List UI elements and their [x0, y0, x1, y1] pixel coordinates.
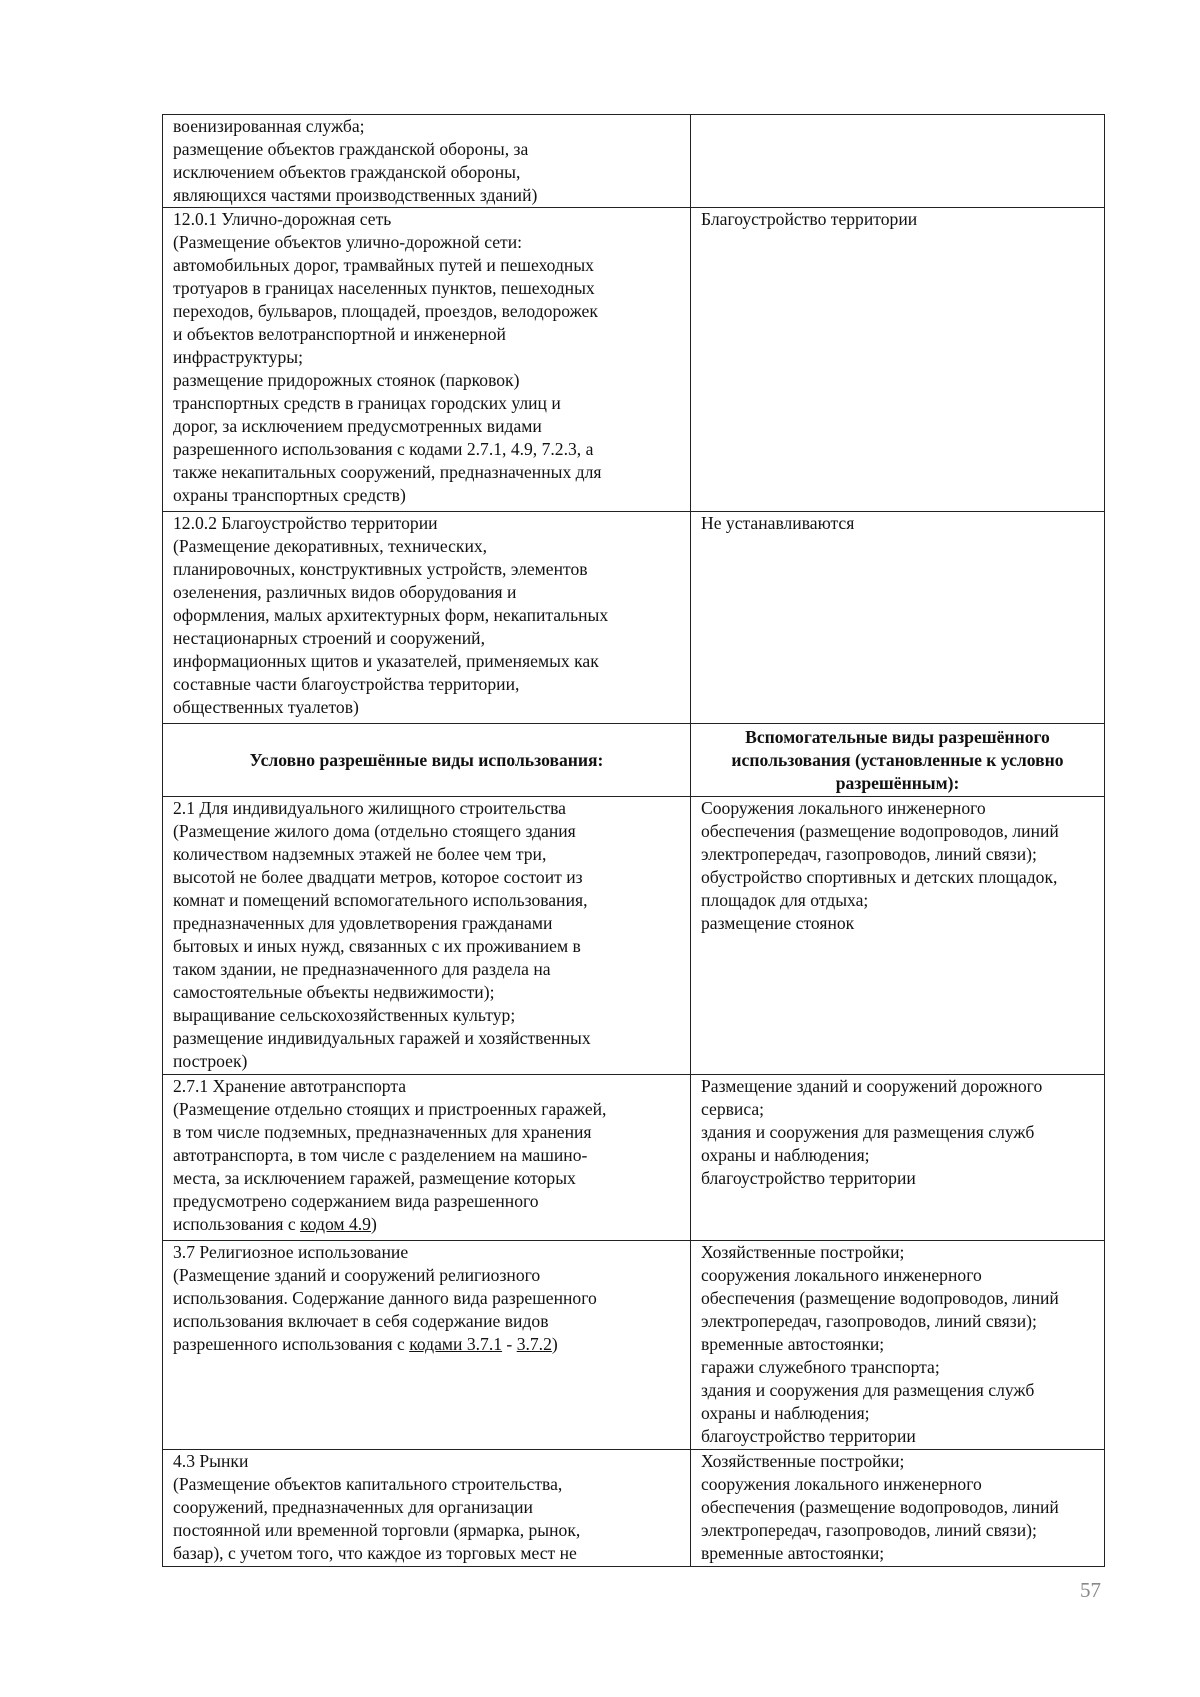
table-row: [163, 115, 1105, 208]
cell-line: сооружений, предназначенных для организации: [173, 1497, 533, 1517]
auxiliary-use-cell: [691, 797, 1105, 1075]
cell-line: обеспечения (размещение водопроводов, линий: [701, 821, 1059, 841]
cell-line: автотранспорта, в том числе с разделением на машино-: [173, 1145, 588, 1165]
cell-line: переходов, бульваров, площадей, проездов, велодорожек: [173, 301, 598, 321]
cell-line: выращивание сельскохозяйственных культур;: [173, 1005, 516, 1025]
cell-line: Хозяйственные постройки;: [701, 1451, 905, 1471]
cell-line: предусмотрено содержанием вида разрешенного: [173, 1191, 539, 1211]
permitted-use-cell: [163, 512, 691, 724]
heading-text: Вспомогательные виды разрешённого: [745, 726, 1050, 747]
cell-line: обеспечения (размещение водопроводов, линий: [701, 1497, 1059, 1517]
cell-line: сервиса;: [701, 1099, 765, 1119]
cell-line: Размещение зданий и сооружений дорожного: [701, 1076, 1043, 1096]
cell-line: Благоустройство территории: [701, 209, 918, 229]
cell-line: информационных щитов и указателей, применяемых как: [173, 651, 599, 671]
cell-line: сооружения локального инженерного: [701, 1474, 982, 1494]
auxiliary-use-cell: [691, 208, 1105, 512]
cell-line: (Размещение отдельно стоящих и пристроенных гаражей,: [173, 1099, 607, 1119]
code-link[interactable]: кодами 3.7.1: [409, 1334, 503, 1354]
cell-line: (Размещение декоративных, технических,: [173, 536, 488, 556]
table-row: [163, 1075, 1105, 1241]
cell-line: обустройство спортивных и детских площадок,: [701, 867, 1058, 887]
heading-text: разрешённым):: [835, 772, 960, 793]
cell-line: Хозяйственные постройки;: [701, 1242, 905, 1262]
auxiliary-use-cell: [691, 1075, 1105, 1241]
conditional-use-cell: [163, 1450, 691, 1567]
auxiliary-use-cell: [691, 115, 1105, 208]
cell-line: охраны и наблюдения;: [701, 1145, 870, 1165]
heading-text: Условно разрешённые виды использования:: [249, 749, 604, 770]
cell-line: предназначенных для удовлетворения гражданами: [173, 913, 553, 933]
cell-line: 2.7.1 Хранение автотранспорта: [173, 1076, 407, 1096]
line-text: ): [551, 1334, 558, 1354]
cell-line: постоянной или временной торговли (ярмарка, рынок,: [173, 1520, 581, 1540]
cell-line: нестационарных строений и сооружений,: [173, 628, 485, 648]
page-number: 57: [1080, 1578, 1101, 1602]
cell-line: [173, 1333, 684, 1356]
auxiliary-use-cell: [691, 1241, 1105, 1450]
cell-line: здания и сооружения для размещения служб: [701, 1122, 1035, 1142]
cell-line: временные автостоянки;: [701, 1543, 885, 1563]
zoning-table: [162, 114, 1105, 1567]
cell-line: также некапитальных сооружений, предназначенных для: [173, 462, 602, 482]
auxiliary-use-cell: [691, 1450, 1105, 1567]
code-link[interactable]: кодом 4.9: [300, 1214, 371, 1234]
cell-line: благоустройство территории: [701, 1168, 916, 1188]
line-text: разрешенного использования с: [173, 1334, 410, 1354]
cell-line: обеспечения (размещение водопроводов, линий: [701, 1288, 1059, 1308]
conditional-uses-heading: [163, 724, 691, 797]
cell-line: исключением объектов гражданской обороны,: [173, 162, 521, 182]
cell-line: 2.1 Для индивидуального жилищного строительства: [173, 798, 566, 818]
cell-line: использования включает в себя содержание видов: [173, 1311, 549, 1331]
cell-line: высотой не более двадцати метров, которое состоит из: [173, 867, 583, 887]
code-link[interactable]: 3.7.2: [516, 1334, 552, 1354]
cell-line: (Размещение зданий и сооружений религиозного: [173, 1265, 541, 1285]
cell-line: размещение индивидуальных гаражей и хозяйственных: [173, 1028, 591, 1048]
cell-line: электропередач, газопроводов, линий связи);: [701, 844, 1037, 864]
auxiliary-uses-heading: [691, 724, 1105, 797]
table-row: [163, 1241, 1105, 1450]
cell-line: автомобильных дорог, трамвайных путей и пешеходных: [173, 255, 594, 275]
cell-line: (Размещение жилого дома (отдельно стоящего здания: [173, 821, 576, 841]
cell-line: размещение придорожных стоянок (парковок): [173, 370, 520, 390]
cell-line: размещение стоянок: [701, 913, 855, 933]
cell-line: размещение объектов гражданской обороны, за: [173, 139, 529, 159]
cell-line: в том числе подземных, предназначенных для хранения: [173, 1122, 592, 1142]
cell-line: 12.0.1 Улично-дорожная сеть: [173, 209, 392, 229]
cell-line: 12.0.2 Благоустройство территории: [173, 513, 438, 533]
cell-line: самостоятельные объекты недвижимости);: [173, 982, 495, 1002]
cell-line: [173, 1213, 684, 1236]
cell-line: тротуаров в границах населенных пунктов, пешеходных: [173, 278, 595, 298]
cell-line: базар), с учетом того, что каждое из торговых мест не: [173, 1543, 577, 1563]
cell-line: сооружения локального инженерного: [701, 1265, 982, 1285]
cell-line: инфраструктуры;: [173, 347, 303, 367]
cell-line: оформления, малых архитектурных форм, некапитальных: [173, 605, 609, 625]
section-header-row: [163, 724, 1105, 797]
cell-line: охраны и наблюдения;: [701, 1403, 870, 1423]
cell-line: и объектов велотранспортной и инженерной: [173, 324, 506, 344]
permitted-use-cell: [163, 115, 691, 208]
cell-line: охраны транспортных средств): [173, 485, 406, 505]
cell-line: транспортных средств в границах городских улиц и: [173, 393, 561, 413]
table-row: [163, 208, 1105, 512]
permitted-use-cell: [163, 208, 691, 512]
heading-text: использования (установленные к условно: [731, 749, 1064, 770]
cell-line: (Размещение объектов улично-дорожной сети:: [173, 232, 523, 252]
cell-line: Не устанавливаются: [701, 513, 855, 533]
table-row: [163, 797, 1105, 1075]
cell-line: количеством надземных этажей не более чем три,: [173, 844, 547, 864]
auxiliary-use-cell: [691, 512, 1105, 724]
cell-line: комнат и помещений вспомогательного использования,: [173, 890, 588, 910]
cell-line: составные части благоустройства территории,: [173, 674, 520, 694]
cell-line: временные автостоянки;: [701, 1334, 885, 1354]
cell-line: площадок для отдыха;: [701, 890, 869, 910]
cell-line: Сооружения локального инженерного: [701, 798, 986, 818]
table-row: [163, 512, 1105, 724]
cell-line: электропередач, газопроводов, линий связи);: [701, 1520, 1037, 1540]
line-text: -: [502, 1334, 517, 1354]
cell-line: являющихся частями производственных зданий): [173, 185, 538, 205]
cell-line: разрешенного использования с кодами 2.7.1, 4.9, 7.2.3, а: [173, 439, 594, 459]
cell-line: построек): [173, 1051, 248, 1071]
conditional-use-cell: [163, 797, 691, 1075]
cell-line: (Размещение объектов капитального строительства,: [173, 1474, 563, 1494]
table-row: [163, 1450, 1105, 1567]
cell-line: бытовых и иных нужд, связанных с их проживанием в: [173, 936, 581, 956]
cell-line: благоустройство территории: [701, 1426, 916, 1446]
cell-line: дорог, за исключением предусмотренных видами: [173, 416, 542, 436]
cell-line: места, за исключением гаражей, размещение которых: [173, 1168, 576, 1188]
line-text: ): [370, 1214, 377, 1234]
line-text: использования с: [173, 1214, 301, 1234]
cell-line: использования. Содержание данного вида разрешенного: [173, 1288, 597, 1308]
conditional-use-cell: [163, 1241, 691, 1450]
cell-line: 4.3 Рынки: [173, 1451, 249, 1471]
cell-line: здания и сооружения для размещения служб: [701, 1380, 1035, 1400]
cell-line: общественных туалетов): [173, 697, 359, 717]
conditional-use-cell: [163, 1075, 691, 1241]
cell-line: электропередач, газопроводов, линий связи);: [701, 1311, 1037, 1331]
cell-line: военизированная служба;: [173, 116, 365, 136]
cell-line: таком здании, не предназначенного для раздела на: [173, 959, 551, 979]
cell-line: планировочных, конструктивных устройств, элементов: [173, 559, 588, 579]
cell-line: озеленения, различных видов оборудования и: [173, 582, 517, 602]
cell-line: гаражи служебного транспорта;: [701, 1357, 940, 1377]
cell-line: 3.7 Религиозное использование: [173, 1242, 409, 1262]
